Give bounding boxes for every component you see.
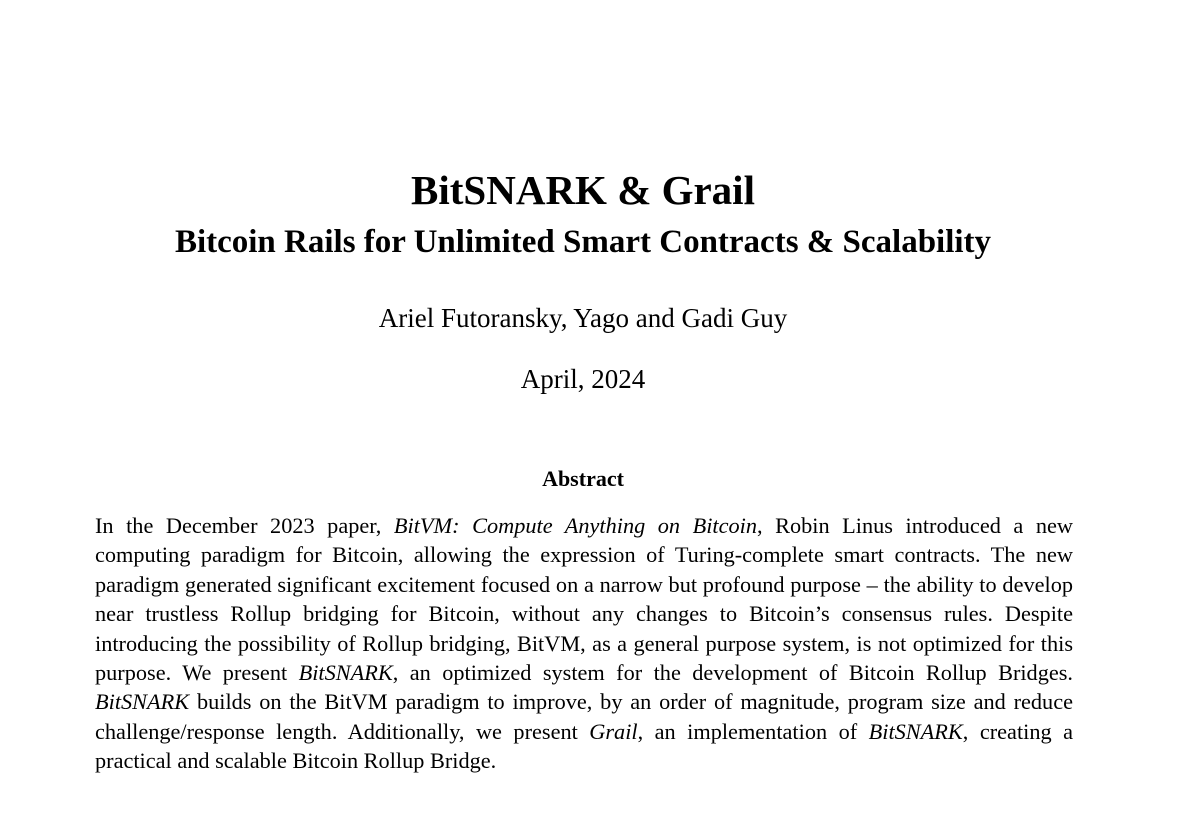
paper-subtitle: Bitcoin Rails for Unlimited Smart Contracts & Scalability [174,224,992,260]
paper-title: BitSNARK & Grail [411,167,755,213]
abstract-italic-term: BitSNARK [868,718,963,744]
abstract-text: In the December 2023 paper, [95,513,394,538]
abstract-text: , Robin Linus introduced a new computing paradigm for Bitcoin, allowing the expression of Turing-complete smart contracts. The new paradigm generated significant excitement focused on a narrow but profound purpose – the ability to develop near trustless Rollup bridging for Bitcoin, without any changes to Bitcoin’s consensus rules. Despite introducing the possibility of Rollup bridging, BitVM, as a general purpose system, is not optimized for this purpose. We present [95,513,1073,686]
abstract-heading: Abstract [542,466,624,491]
paper-date: April, 2024 [520,364,646,394]
paper-authors: Ariel Futoransky, Yago and Gadi Guy [378,303,788,333]
abstract-italic-citation: BitVM: Compute Anything on Bitcoin [393,513,758,538]
abstract-italic-term: BitSNARK [95,689,190,715]
abstract-body [95,511,1073,776]
abstract-italic-term: Grail [589,718,638,744]
abstract-text: , an implementation of [637,718,869,744]
abstract-text: builds on the BitVM paradigm to improve, by an order of magnitude, program size and reduce challenge/response length. Additionally, we present [95,689,1073,744]
abstract-text: , an optimized system for the development of Bitcoin Rollup Bridges. [392,660,1074,686]
abstract-italic-term: BitSNARK [298,660,393,686]
abstract-text: , creating a practical and scalable Bitcoin Rollup Bridge. [95,718,1073,774]
